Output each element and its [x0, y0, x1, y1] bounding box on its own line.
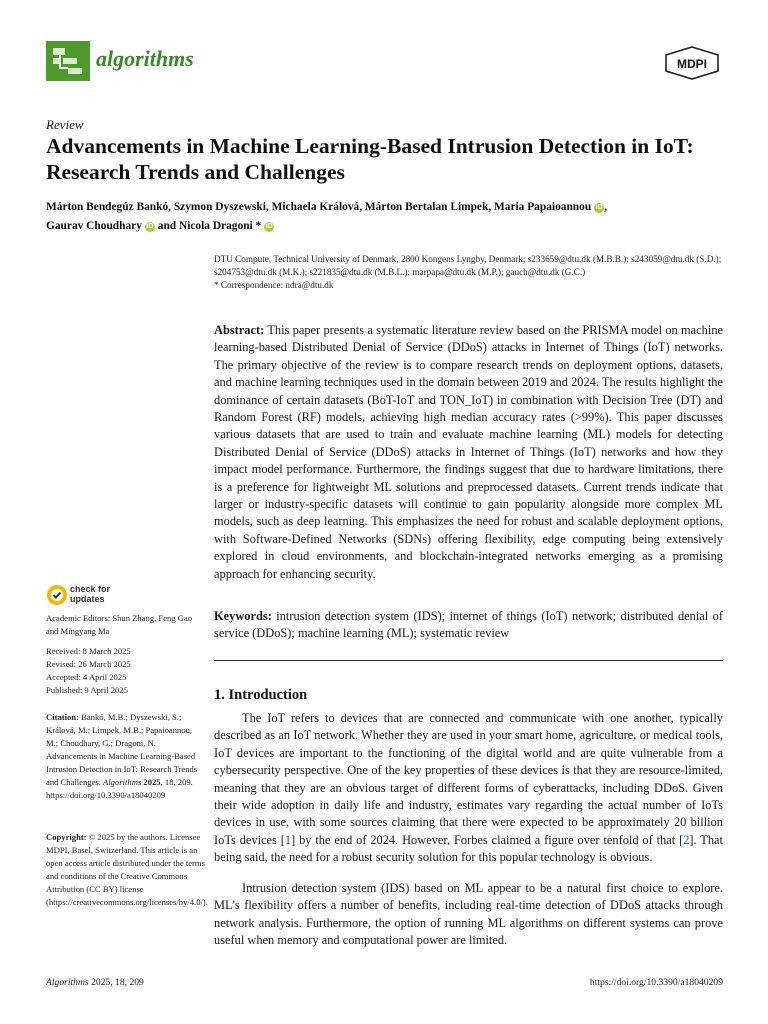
copyright-block [46, 831, 206, 909]
published-date: Published: 9 April 2025 [46, 685, 128, 695]
accepted-date: Accepted: 4 April 2025 [46, 672, 127, 682]
academic-editors: Academic Editors: Shun Zhang, Feng Gao and Mingyang Ma [46, 613, 193, 636]
copyright-text: © 2025 by the authors. Licensee MDPI, Basel, Switzerland. This article is an open access article distributed under the terms and conditions of the Creative Commons Attribution (CC BY) license (https://creativecommons.org/licenses/by/4.0/). [46, 832, 208, 907]
intro-p1a: The IoT refers to devices that are connected and communicate with one another, typically described as an IoT network. Whether they are used in your smart home, agriculture, or medical tools, IoT devices are important to the functioning of the digital world and are quite vulnerable from a cybersecurity perspective. One of the key properties of these devices is that they are resource-limited, meaning that they are an obvious target of different forms of cyberattacks, including DDoS. Given their wide adoption in daily life and industry, estimates vary regarding the actual number of IoTs devices in use, with some sources claiming that there were expected to be approximately 20 billion IoTs devices [ [214, 711, 723, 847]
intro-p1c: ]. That being said, the need for a robust security solution for this popular technology is obvious. [214, 832, 723, 865]
journal-name: algorithms [96, 46, 194, 71]
copyright-label: Copyright: [46, 832, 87, 842]
footer-journal: Algorithms [46, 977, 89, 988]
orcid-icon[interactable]: iD [595, 204, 603, 211]
abstract-label: Abstract: [214, 323, 265, 337]
footer-cite: 2025, 18, 209 [91, 977, 144, 988]
article-title: Advancements in Machine Learning-Based Intrusion Detection in IoT: Research Trends and Challenges [46, 134, 694, 184]
author-choudhary: Gaurav Choudhary [46, 220, 142, 232]
check-updates-icon [46, 584, 68, 606]
publication-dates [46, 645, 206, 697]
reference-link[interactable]: 1 [284, 832, 292, 847]
intro-paragraph-1 [214, 710, 723, 867]
received-date: Received: 8 March 2025 [46, 646, 131, 656]
check-updates-label: check for [70, 584, 111, 594]
keywords-text: intrusion detection system (IDS); internet of things (IoT) network; distributed denial of service (DDoS); machine learning (ML); systematic review [214, 609, 723, 641]
affiliation [214, 253, 724, 291]
reference-link[interactable]: 2 [683, 832, 690, 847]
citation-doi-link[interactable]: https://doi.org/10.3390/a18040209 [46, 790, 166, 800]
abstract-text: This paper presents a systematic literature review based on the PRISMA model on machine learning-based Distributed Denial of Service (DDoS) attacks in Internet of Things (IoT) networks. The primary objective of the review is to compare research trends on deployment options, datasets, and machine learning techniques used in the domain between 2019 and 2024. The results highlight the dominance of certain datasets (BoT-IoT and TON_IoT) in combination with Decision Tree (DT) and Random Forest (RF) models, achieving high median accuracy rates (>99%). This paper discusses various datasets that are used to train and evaluate machine learning (ML) models for detecting Distributed Denial of Service (DDoS) attacks in Internet of Things (IoT) networks and how they impact model performance. Furthermore, the findings suggest that due to hardware limitations, there is a preference for lightweight ML solutions and preprocessed datasets. Current trends indicate that larger or industry-specific datasets will continue to gain popularity alongside more complex ML models, such as deep learning. This emphasizes the need for robust and scalable deployment options, with Software-Defined Networks (SDNs) offering flexibility, edge computing being extensively explored in cloud environments, and blockchain-integrated networks emerging as a promising approach for enhancing security. [214, 323, 724, 581]
mdpi-logo [664, 46, 720, 80]
section-heading: 1. Introduction [214, 687, 308, 703]
author-list: Márton Bendegúz Bankó, Szymon Dyszewski, Michaela Králová, Márton Bertalan Limpek, Maria Papaioannou iD , Gaurav Choudhary iD and Nicola Dragoni * iD [46, 201, 608, 232]
publisher-name: MDPI [677, 57, 707, 71]
citation-volume: , 18, 209. [160, 777, 193, 787]
keywords-label: Keywords: [214, 609, 272, 623]
footer-doi-link[interactable]: https://doi.org/10.3390/a18040209 [589, 977, 723, 988]
check-for-updates-button[interactable] [46, 584, 156, 606]
citation-block [46, 711, 206, 802]
check-updates-label-2: updates [70, 594, 105, 604]
journal-logo-icon [46, 41, 90, 81]
citation-label: Citation: [46, 712, 79, 722]
abstract [214, 322, 723, 583]
citation-text: Bankó, M.B.; Dyszewski, S.; Králová, M.; Limpek, M.B.; Papaioannou, M.; Choudhary, G.; Dragoni, N. Advancements in Machine Learning-Based Intrusion Detection in IoT: Research Trends and Challenges. [46, 712, 198, 787]
citation-journal: Algorithms [103, 777, 142, 787]
footer-citation [46, 977, 144, 988]
author-dragoni: and Nicola Dragoni * [157, 220, 262, 232]
intro-p1b: ] by the end of 2024. However, Forbes claimed a figure over tenfold of that [ [291, 832, 684, 847]
affiliation-text: DTU Compute, Technical University of Denmark, 2800 Kongens Lyngby, Denmark; s233659@dtu.dk (M.B.B.); s243059@dtu.dk (S.D.); s204753@dtu.dk (M.K.); s221835@dtu.dk (M.B.L.); marpapa@dtu.dk (M.P.); gauch@dtu.dk (G.C.) [214, 254, 722, 277]
intro-paragraph-2: Intrusion detection system (IDS) based on ML appear to be a natural first choice to explore. ML’s flexibility offers a number of benefits, including real-time detection of DDoS attacks through network analysis. Furthermore, the option of running ML algorithms on different systems can prove useful when memory and computational power are limited. [214, 881, 723, 948]
article-type: Review [46, 117, 84, 132]
keywords [214, 608, 723, 643]
orcid-icon[interactable]: iD [146, 223, 154, 230]
revised-date: Revised: 26 March 2025 [46, 659, 131, 669]
orcid-icon[interactable]: iD [265, 223, 273, 230]
authors-line1: Márton Bendegúz Bankó, Szymon Dyszewski, Michaela Králová, Márton Bertalan Limpek, Maria Papaioannou [46, 201, 592, 213]
section-divider [214, 660, 723, 661]
correspondence: * Correspondence: ndra@dtu.dk [214, 279, 334, 290]
citation-year: 2025 [143, 777, 161, 787]
